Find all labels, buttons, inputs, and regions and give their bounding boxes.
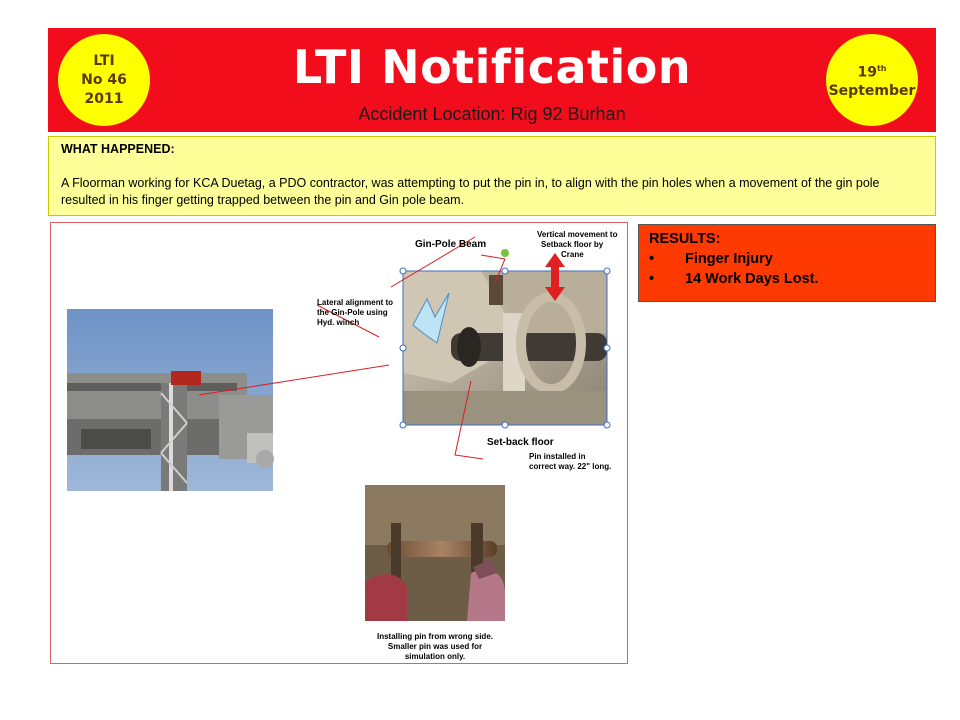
results-heading: RESULTS: [649, 231, 721, 247]
callout-install-line-2: Smaller pin was used for [387, 642, 483, 651]
callout-lateral-line-2: the Gin-Pole using [317, 308, 388, 317]
callout-lateral-line-3: Hyd. winch [317, 318, 360, 327]
callout-pin-line-1: Pin installed in [529, 452, 586, 461]
callout-lateral-line-1: Lateral alignment to [317, 298, 394, 307]
callout-gin-pole-beam: Gin-Pole Beam [415, 239, 487, 250]
callout-setback-floor: Set-back floor [487, 437, 554, 448]
results-list [649, 249, 925, 289]
callout-vertical-line-2: Setback floor by [541, 240, 604, 249]
date-month: September [828, 83, 916, 100]
badge-line-1: LTI [93, 52, 115, 69]
results-item: • 14 Work Days Lost. [649, 269, 925, 289]
callout-install-line-3: simulation only. [404, 652, 466, 661]
pin-installation-photo [365, 485, 505, 621]
callout-vertical-line-3: Crane [561, 250, 584, 259]
what-happened-text: A Floorman working for KCA Duetag, a PDO contractor, was attempting to put the pin in, to align with the pin holes when a movement of the gin pole resulted in his finger getting trapped between the pin and Gin pole beam. [61, 176, 880, 207]
date-badge [826, 34, 918, 126]
results-panel [638, 224, 936, 302]
date-day-suffix: th [876, 63, 887, 73]
what-happened-heading: WHAT HAPPENED: [61, 142, 175, 156]
header-banner [48, 28, 936, 132]
badge-line-3: 2011 [84, 90, 124, 107]
lti-number-badge [58, 34, 150, 126]
date-day [857, 59, 886, 83]
incident-figure-svg [51, 223, 627, 663]
results-item: • Finger Injury [649, 249, 925, 269]
page-title: LTI Notification [292, 40, 692, 94]
what-happened-panel [48, 136, 936, 216]
callout-vertical-line-1: Vertical movement to [537, 230, 618, 239]
date-day-number: 19 [857, 64, 877, 81]
badge-line-2: No 46 [81, 71, 127, 88]
rig-photo [67, 309, 274, 491]
incident-figure [50, 222, 628, 664]
page-subtitle: Accident Location: Rig 92 Burhan [358, 104, 626, 124]
callout-install-line-1: Installing pin from wrong side. [376, 632, 494, 641]
callout-pin-line-2: correct way. 22" long. [529, 462, 612, 471]
